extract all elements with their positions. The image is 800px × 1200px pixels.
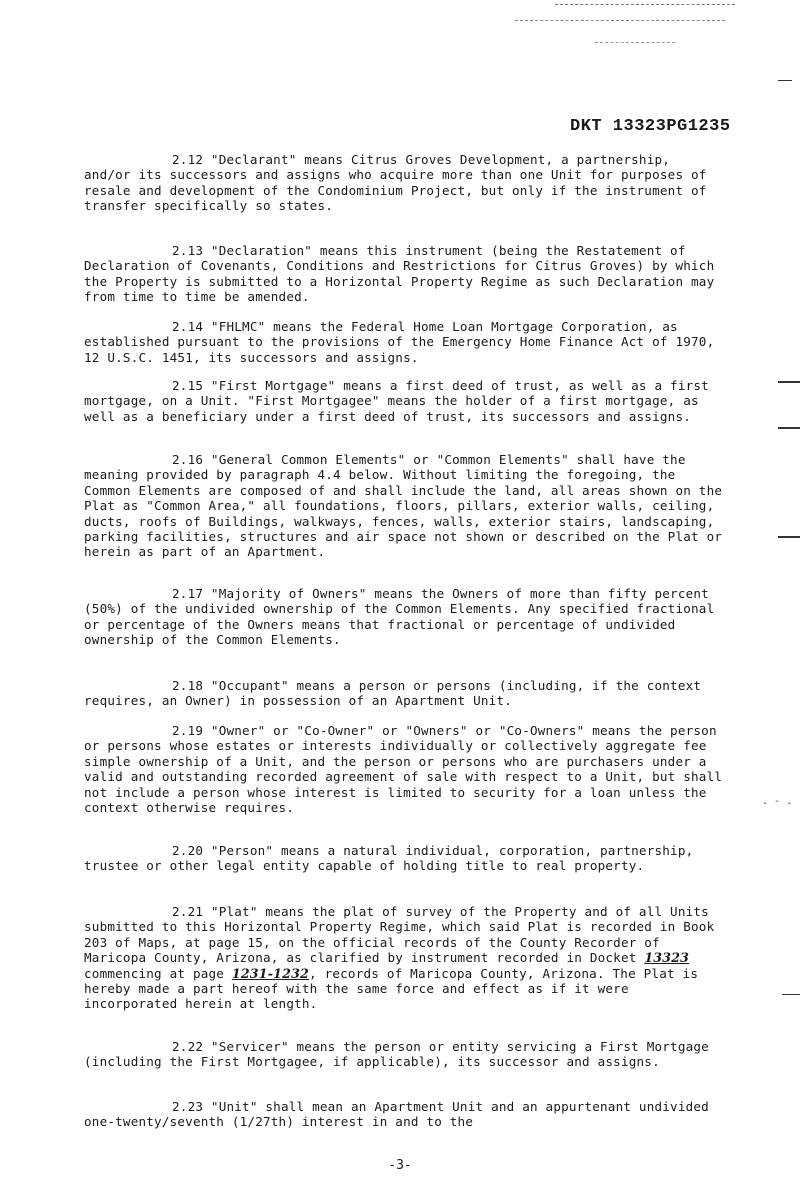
handwritten-docket: 13323 (644, 950, 690, 966)
paragraph-2-13: 2.13 "Declaration" means this instrument (being the Restatement of Declaration of Covenants, Conditions and Restrictions for Citrus Groves) by which the Property is submitted to a Horizontal Property Regime as such Declaration may from time to time be amended. (84, 243, 715, 305)
paragraph-2-22: 2.22 "Servicer" means the person or entity servicing a First Mortgage (including the First Mortgagee, if applicable), its successor and assigns. (84, 1039, 709, 1070)
margin-mark (778, 381, 800, 383)
docket-number: DKT 13323PG1235 (570, 117, 731, 136)
page-number: -3- (388, 1158, 412, 1173)
handwritten-page-range: 1231-1232 (231, 965, 310, 981)
scan-artifact-line (555, 4, 735, 6)
paragraph-2-21: 2.21 "Plat" means the plat of survey of the Property and of all Units submitted to this Horizontal Property Regime, which said Plat is recorded in Book 203 of Maps, at page 15, on the official records of the County Recorder of Maricopa County, Arizona, as clarified by instrument recorded in Docket 13323 commencing at page 1231-1232, records of Maricopa County, Arizona. The Plat is hereby made a part hereof with the same force and effect as if it were incorporated herein at length. (84, 904, 715, 1012)
scan-artifact-line (515, 20, 725, 22)
margin-dots: . - . (762, 796, 793, 807)
paragraph-2-15: 2.15 "First Mortgage" means a first deed of trust, as well as a first mortgage, on a Unit. "First Mortgagee" means the holder of a first mortgage, as well as a beneficiary under a first deed of trust, its successors and assigns. (84, 378, 709, 424)
scan-artifact-line (595, 42, 675, 44)
paragraph-2-12: 2.12 "Declarant" means Citrus Groves Development, a partnership, and/or its successors and assigns who acquire more than one Unit for purposes of resale and development of the Condominium Project, but only if the instrument of transfer specifically so states. (84, 152, 707, 214)
paragraph-2-18: 2.18 "Occupant" means a person or persons (including, if the context requires, an Owner) in possession of an Apartment Unit. (84, 678, 702, 709)
paragraph-2-23: 2.23 "Unit" shall mean an Apartment Unit and an appurtenant undivided one-twenty/seventh (1/27th) interest in and to the (84, 1099, 709, 1130)
margin-mark (782, 994, 800, 995)
paragraph-2-16: 2.16 "General Common Elements" or "Common Elements" shall have the meaning provided by paragraph 4.4 below. Without limiting the foregoing, the Common Elements are composed of and shall include the land, all areas shown on the Plat as "Common Area," all foundations, floors, pillars, exterior walls, ceiling, ducts, roofs of Buildings, walkways, fences, walls, exterior stairs, landscaping, parking facilities, structures and air space not shown or described on the Plat or herein as part of an Apartment. (84, 452, 723, 560)
margin-mark (778, 80, 792, 81)
paragraph-2-20: 2.20 "Person" means a natural individual, corporation, partnership, trustee or other legal entity capable of holding title to real property. (84, 843, 694, 874)
margin-mark (778, 427, 800, 429)
paragraph-2-19: 2.19 "Owner" or "Co-Owner" or "Owners" or "Co-Owners" means the person or persons whose estates or interests individually or collectively aggregate fee simple ownership of a Unit, and the person or persons who are purchasers under a valid and outstanding recorded agreement of sale with respect to a Unit, but shall not include a person whose interest is limited to security for a loan unless the context otherwise requires. (84, 723, 723, 816)
margin-mark (778, 536, 800, 538)
paragraph-2-14: 2.14 "FHLMC" means the Federal Home Loan Mortgage Corporation, as established pursuant to the provisions of the Emergency Home Finance Act of 1970, 12 U.S.C. 1451, its successors and assigns. (84, 319, 715, 365)
paragraph-2-17: 2.17 "Majority of Owners" means the Owners of more than fifty percent (50%) of the undivided ownership of the Common Elements. Any specified fractional or percentage of the Owners means that fractional or percentage of undivided ownership of the Common Elements. (84, 586, 715, 648)
